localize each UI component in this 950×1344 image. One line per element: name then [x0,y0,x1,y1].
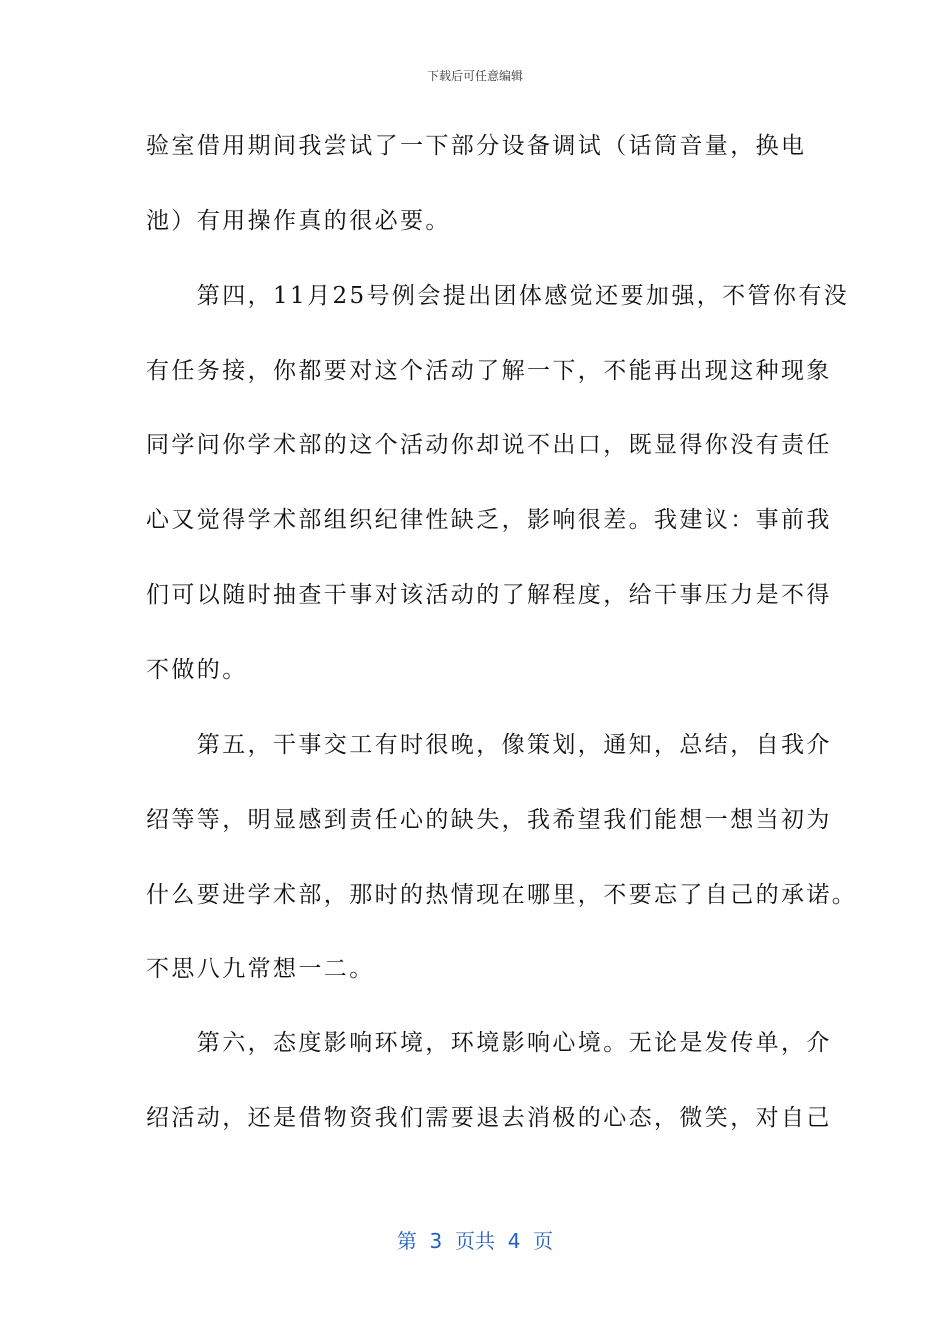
text-line: 绍等等，明显感到责任心的缺失，我希望我们能想一想当初为 [146,807,832,833]
text-line: 有任务接，你都要对这个活动了解一下，不能再出现这种现象 [146,358,832,384]
text-line: 池）有用操作真的很必要。 [146,208,451,234]
text-line: 同学问你学术部的这个活动你却说不出口，既显得你没有责任 [146,432,832,458]
text-line: 验室借用期间我尝试了一下部分设备调试（话筒音量，换电 [146,133,807,159]
page-number-footer: 第 3 页共 4 页 [396,1229,554,1253]
text-line: 第六，态度影响环境，环境影响心境。无论是发传单，介 [146,1030,832,1056]
text-line: 心又觉得学术部组织纪律性缺乏，影响很差。我建议：事前我 [146,507,832,533]
text-line: 们可以随时抽查干事对该活动的了解程度，给干事压力是不得 [146,582,832,608]
text-line: 不思八九常想一二。 [146,956,375,982]
page-header-note: 下载后可任意编辑 [426,69,523,83]
text-line: 第四，11月25号例会提出团体感觉还要加强，不管你有没 [146,283,850,309]
text-line: 什么要进学术部，那时的热情现在哪里，不要忘了自己的承诺。 [146,882,858,908]
text-line: 绍活动，还是借物资我们需要退去消极的心态，微笑，对自己 [146,1105,832,1131]
text-line: 不做的。 [146,657,248,683]
text-line: 第五，干事交工有时很晚，像策划，通知，总结，自我介 [146,732,832,758]
